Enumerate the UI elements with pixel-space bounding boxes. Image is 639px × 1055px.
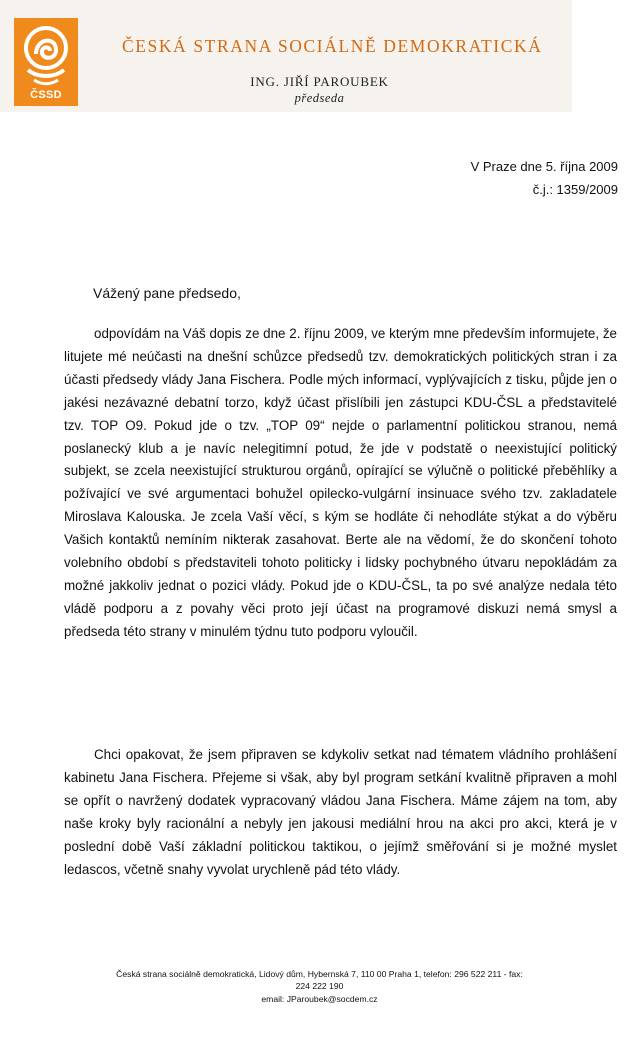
letter-date: V Praze dne 5. října 2009 (470, 159, 618, 174)
footer-address: Česká strana sociálně demokratická, Lidový dům, Hybernská 7, 110 00 Praha 1, telefon: 296 522 211 - fax: (116, 969, 523, 979)
logo-text: ČSSD (30, 89, 62, 101)
footer-email: email: JParoubek@socdem.cz (261, 993, 378, 1004)
body-paragraph-1: odpovídám na Váš dopis ze dne 2. říjnu 2009, ve kterým mne především informujete, že litujete mé neúčasti na dnešní schůzce předsedů tzv. demokratických politických stran i za účasti předsedy vlády Jana Fischera. Podle mých informací, vyplývajících z tisku, půjde jen o jakési nezávazné debatní torzo, když účast přislíbili jen zástupci KDU-ČSL a představitelé tzv. TOP O9. Pokud jde o tzv. „TOP 09“ nejde o parlamentní politickou stranou, nemá poslanecký klub a je navíc nelegitimní potud, že jde v podstatě o neexistující politický subjekt, se zcela neexistující strukturou orgánů, opírající se výlučně o politické přeběhlíky a požívající ve své argumentaci bohužel opilecko-vulgární insinuace svého tzv. zakladatele Miroslava Kalouska. Je zcela Vaší věcí, s kým se hodláte či nehodláte stýkat a do výběru Vašich kontaktů nemíním nikterak zasahovat. Berte ale na vědomí, že do skončení tohoto volebního období s představiteli tohoto politicky i lidsky pochybného útvaru nepokládám za možné jakkoliv jednat o pozici vlády. Pokud jde o KDU-ČSL, ta po své analýze nedala této vládě podporu a z povahy věci proto její účast na programové diskuzi nemá smysl a předseda této strany v minulém týdnu tuto podporu vyloučil. (64, 326, 617, 639)
letterhead (0, 0, 572, 112)
chair-name: ING. JIŘÍ PAROUBEK (250, 74, 389, 89)
body-paragraph-2: Chci opakovat, že jsem připraven se kdykoliv setkat nad tématem vládního prohlášení kabinetu Jana Fischera. Přejeme si však, aby byl program setkání kvalitně připraven a mohl se opřít o navržený dodatek vypracovaný vládou Jana Fischera. Máme zájem na tom, aby naše kroky byly racionální a nebyly jen jakousi mediální hrou na akci pro akci, která je v poslední době Vaší základní politickou taktikou, o jejímž směřování si je možné myslet ledascos, včetně snahy vyvolat urychleně pád této vlády. (64, 747, 617, 877)
greeting: Vážený pane předsedo, (93, 285, 241, 301)
reference-number: č.j.: 1359/2009 (532, 182, 618, 197)
footer-fax: 224 222 190 (295, 981, 344, 992)
chair-title: předseda (294, 91, 345, 105)
footer (0, 968, 639, 1005)
party-name: ČESKÁ STRANA SOCIÁLNĚ DEMOKRATICKÁ (122, 36, 543, 56)
